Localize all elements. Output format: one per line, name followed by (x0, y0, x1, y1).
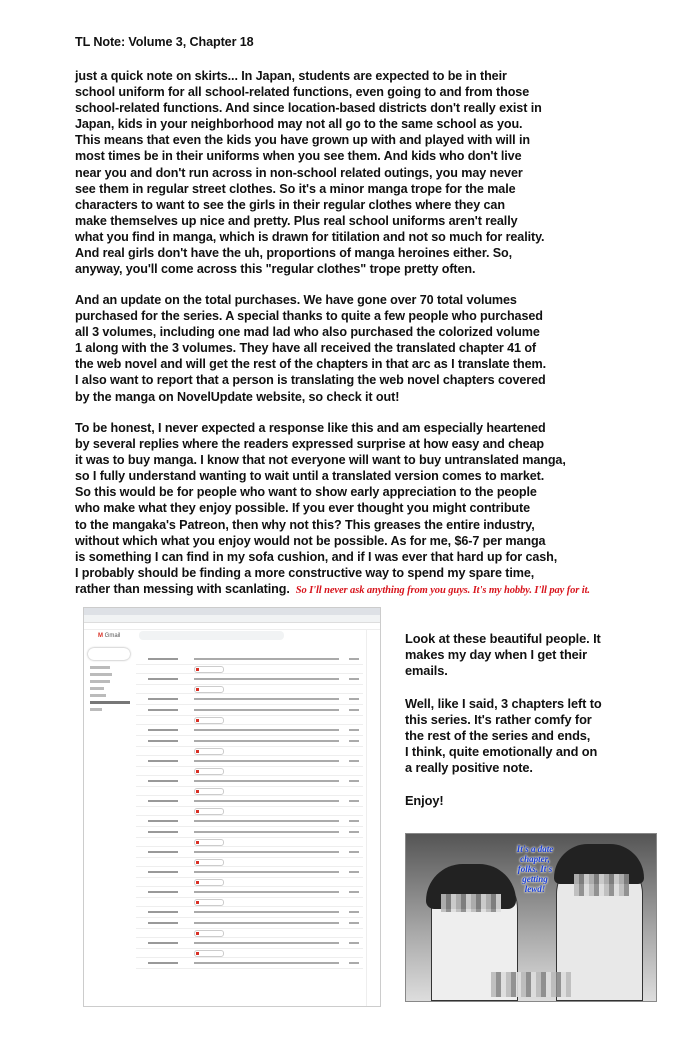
email-row (136, 694, 363, 705)
email-list (136, 654, 363, 969)
attachment-chip (136, 949, 363, 958)
text-line: I also want to report that a person is translating the web novel chapters covered (75, 373, 546, 388)
text-line: who make what they enjoy possible. If you ever thought you might contribute (75, 501, 531, 516)
paragraph-purchases (75, 292, 546, 405)
text-line: characters to want to see the girls in their regular clothes where they can (75, 197, 505, 212)
email-row (136, 887, 363, 898)
text-line: This means that even the kids you have grown up with and played with will in (75, 133, 530, 148)
text-line: just a quick note on skirts... In Japan, students are expected to be in their (75, 69, 507, 83)
email-row (136, 867, 363, 878)
email-row (136, 827, 363, 838)
text-line: is something I can find in my sofa cushion, and if I was ever that hard up for cash, (75, 549, 558, 564)
censor-pixelation (491, 972, 571, 997)
attachment-chip (136, 767, 363, 776)
email-row (136, 776, 363, 787)
text-line: Well, like I said, 3 chapters left to (405, 695, 602, 711)
text-line: the web novel and will get the rest of the chapters in that arc as I translate them. (75, 357, 546, 372)
attachment-chip (136, 807, 363, 816)
text-line: make themselves up nice and pretty. Plus real school uniforms aren't really (75, 213, 518, 228)
email-row (136, 725, 363, 736)
right-paragraph-2 (405, 696, 602, 777)
text-line: without which what you enjoy would not be possible. As for me, $6-7 per manga (75, 533, 546, 548)
sidebar-item (90, 680, 110, 683)
page-title: TL Note: Volume 3, Chapter 18 (75, 35, 254, 49)
text-line: I probably should be finding a more constructive way to spend my spare time, (75, 565, 535, 580)
text-line: by the manga on NovelUpdate website, so check it out! (75, 389, 400, 404)
sidebar-item (90, 687, 104, 690)
gmail-logo: M Gmail (98, 633, 121, 639)
text-line-end: rather than messing with scanlating. (75, 581, 290, 596)
gmail-search-bar (139, 631, 284, 640)
text-line: to the mangaka's Patreon, then why not this? This greases the entire industry, (75, 517, 535, 532)
text-line: To be honest, I never expected a response like this and am especially heartened (75, 421, 546, 435)
text-line: see them in regular street clothes. So it's a minor manga trope for the male (75, 181, 516, 196)
attachment-chip (136, 838, 363, 847)
email-row (136, 705, 363, 716)
compose-button (88, 648, 130, 660)
text-line: a really positive note. (405, 760, 533, 776)
browser-bookmarks-bar (84, 623, 380, 630)
email-row (136, 756, 363, 767)
text-line: emails. (405, 663, 448, 679)
text-line: I think, quite emotionally and on (405, 744, 598, 760)
email-row (136, 674, 363, 685)
attachment-chip (136, 716, 363, 725)
text-line: by several replies where the readers expressed surprise at how easy and cheap (75, 437, 544, 452)
email-row (136, 796, 363, 807)
attachment-chip (136, 685, 363, 694)
manga-panel-image (405, 833, 657, 1002)
text-line: school-related functions. And since location-based districts don't really exist in (75, 101, 542, 116)
text-line: Japan, kids in your neighborhood may not all go to the same school as you. (75, 117, 523, 132)
text-line: And real girls don't have the uh, proportions of manga heroines either. So, (75, 246, 513, 261)
email-row (136, 907, 363, 918)
censor-pixelation (574, 874, 629, 896)
text-line: what you find in manga, which is drawn for titilation and not so much for reality. (75, 229, 545, 244)
gmail-screenshot (83, 607, 381, 1007)
text-line: Look at these beautiful people. It (405, 631, 601, 646)
right-paragraph-3 (405, 793, 602, 809)
right-notes (405, 631, 602, 809)
text-line: anyway, you'll come across this "regular clothes" trope pretty often. (75, 262, 476, 277)
email-row (136, 847, 363, 858)
attachment-chip (136, 665, 363, 674)
text-line: purchased for the series. A special thanks to quite a few people who purchased (75, 309, 543, 324)
attachment-chip (136, 787, 363, 796)
text-line (75, 581, 590, 599)
right-paragraph-1 (405, 631, 602, 680)
text-line: it was to buy manga. I know that not everyone will want to buy untranslated manga, (75, 453, 566, 468)
email-row (136, 736, 363, 747)
sidebar-item (90, 694, 106, 697)
text-line: So this would be for people who want to show early appreciation to the people (75, 485, 537, 500)
sidebar-item (90, 666, 110, 669)
attachment-chip (136, 878, 363, 887)
paragraph-honest (75, 420, 590, 599)
text-line: this series. It's rather comfy for (405, 711, 592, 727)
email-row (136, 938, 363, 949)
email-row (136, 816, 363, 827)
text-line: near you and don't run across in non-school related outings, you may never (75, 165, 523, 180)
speech-bubble-text: It's a date chapter, folks. It's getting lewd! (516, 844, 554, 894)
text-line: all 3 volumes, including one mad lad who also purchased the colorized volume (75, 325, 540, 340)
attachment-chip (136, 747, 363, 756)
text-line: Enjoy! (405, 792, 444, 808)
side-panel (366, 630, 380, 1006)
email-row (136, 918, 363, 929)
sidebar-item (90, 701, 130, 704)
text-line: And an update on the total purchases. We have gone over 70 total volumes (75, 293, 517, 307)
attachment-chip (136, 929, 363, 938)
sidebar-item (90, 708, 102, 711)
attachment-chip (136, 858, 363, 867)
attachment-chip (136, 898, 363, 907)
paragraph-skirts (75, 68, 544, 277)
browser-address-bar (84, 615, 380, 623)
text-line: makes my day when I get their (405, 647, 588, 663)
sidebar-item (90, 673, 112, 676)
text-line: most times be in their uniforms when you see them. And kids who don't live (75, 149, 522, 164)
email-row (136, 654, 363, 665)
text-line: 1 along with the 3 volumes. They have all received the translated chapter 41 of (75, 341, 537, 356)
gmail-logo-text: Gmail (104, 633, 121, 639)
email-row (136, 958, 363, 969)
red-aside-note: So I'll never ask anything from you guys. It's my hobby. I'll pay for it. (295, 584, 590, 596)
text-line: school uniform for all school-related functions, even going to and from those (75, 85, 530, 100)
text-line: so I fully understand wanting to wait until a translated version comes to market. (75, 469, 545, 484)
browser-tab-bar (84, 608, 380, 615)
text-line: the rest of the series and ends, (405, 728, 591, 744)
censor-pixelation (441, 894, 501, 912)
